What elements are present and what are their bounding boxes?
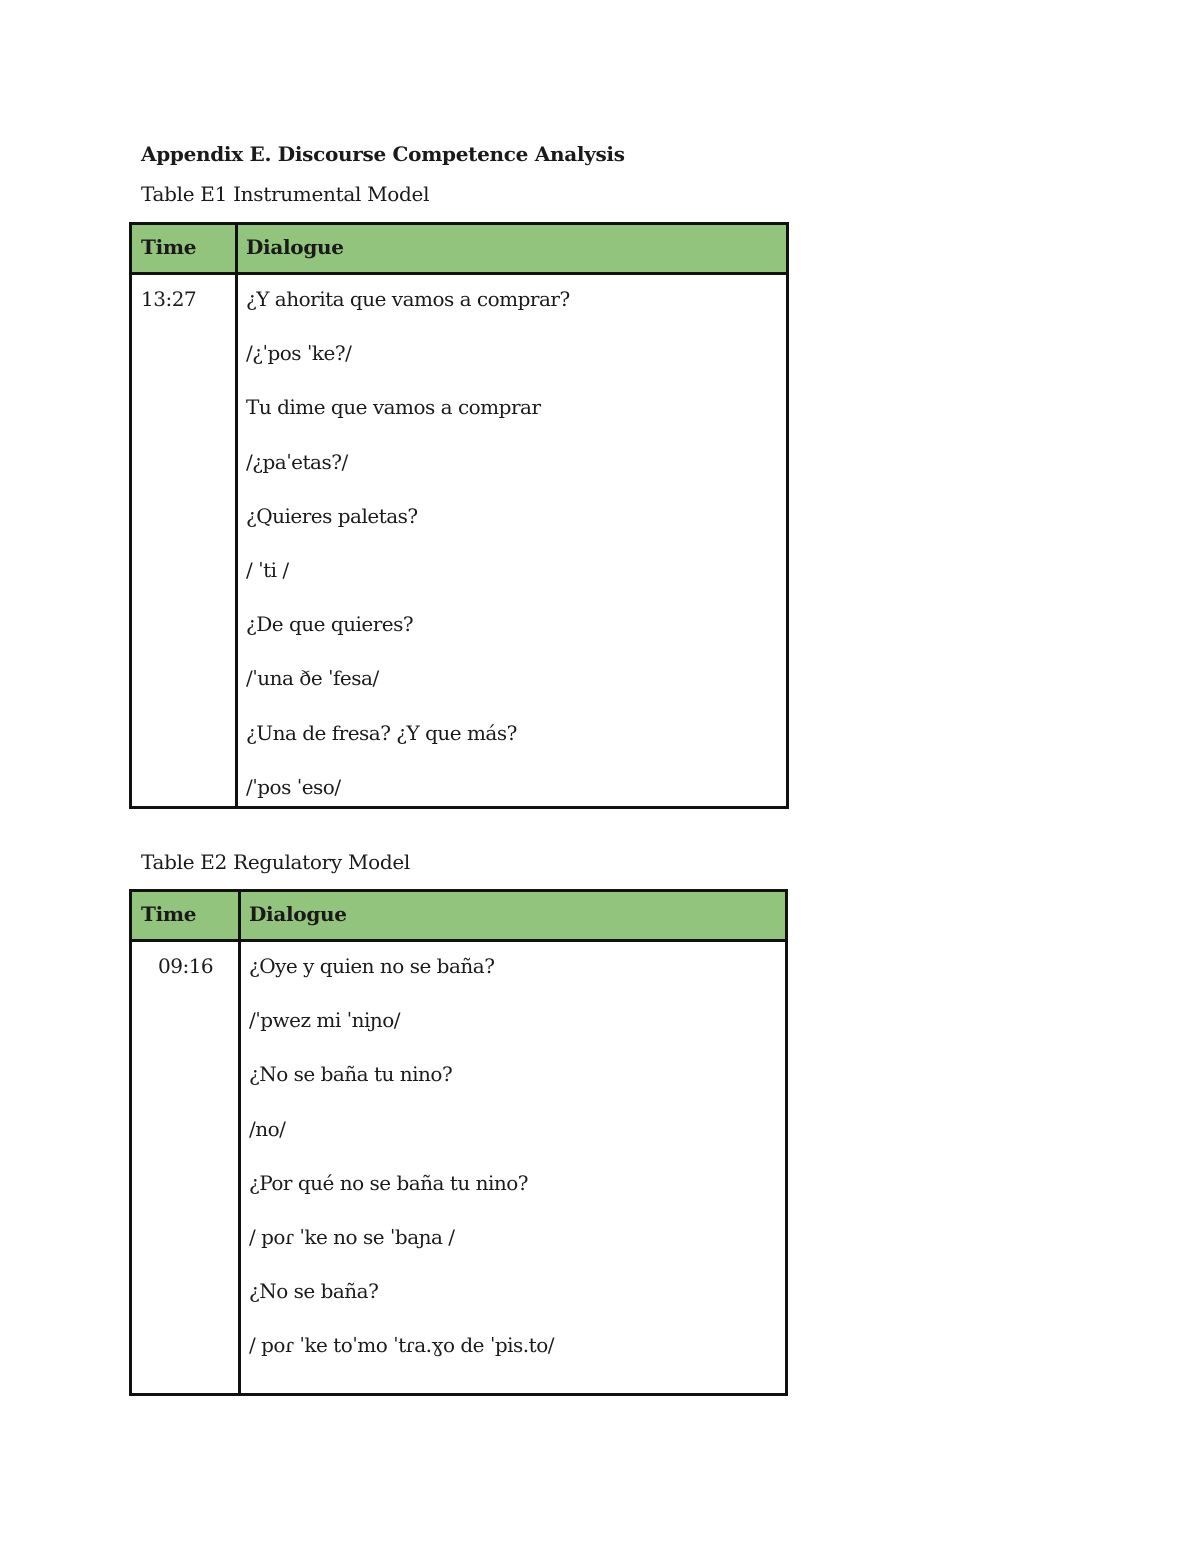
table-e2-header-dialogue: Dialogue (249, 902, 347, 926)
dialogue-line: ¿Una de fresa? ¿Y que más? (246, 720, 517, 745)
table-e1-header-time: Time (141, 235, 197, 259)
table-e1-caption: Table E1 Instrumental Model (141, 182, 430, 206)
table-e1-header-dialogue: Dialogue (246, 235, 344, 259)
dialogue-line: ¿No se baña? (249, 1279, 379, 1304)
dialogue-line: /ˈpwez mi ˈniɲo/ (249, 1008, 401, 1033)
dialogue-line: Tu dime que vamos a comprar (246, 395, 541, 420)
page-title: Appendix E. Discourse Competence Analysis (141, 142, 625, 166)
dialogue-line: ¿No se baña tu nino? (249, 1062, 453, 1087)
table-e2-header-time: Time (141, 902, 197, 926)
dialogue-line: ¿Quieres paletas? (246, 503, 418, 528)
table-e2-time-cell: 09:16 (158, 954, 214, 978)
dialogue-line: /ˈuna ðe ˈfesa/ (246, 666, 379, 691)
dialogue-line: ¿Oye y quien no se baña? (249, 954, 495, 978)
dialogue-line: / poɾ ˈke no se ˈbaɲa / (249, 1224, 455, 1249)
table-e2 (129, 889, 788, 1396)
dialogue-line: ¿Por qué no se baña tu nino? (249, 1170, 529, 1195)
table-e2-dialogue-cell (249, 954, 554, 1388)
table-e2-caption: Table E2 Regulatory Model (141, 850, 411, 874)
dialogue-line: /¿paˈetas?/ (246, 449, 348, 474)
dialogue-line: /ˈpos ˈeso/ (246, 774, 341, 799)
dialogue-line: /¿ˈpos ˈke?/ (246, 341, 352, 366)
dialogue-line: / poɾ ˈke toˈmo ˈtɾa.ɣo de ˈpis.to/ (249, 1333, 554, 1358)
table-e2-header-row (132, 892, 785, 942)
table-e1-dialogue-cell (246, 287, 570, 829)
dialogue-line: ¿De que quieres? (246, 612, 414, 637)
dialogue-line: ¿Y ahorita que vamos a comprar? (246, 287, 570, 311)
table-e1-header-row (132, 225, 786, 275)
table-e1-time-cell: 13:27 (141, 287, 197, 311)
dialogue-line: / ˈti / (246, 557, 289, 582)
table-e1-column-divider (235, 225, 238, 806)
table-e2-column-divider (238, 892, 241, 1393)
dialogue-line: /no/ (249, 1116, 286, 1141)
table-e1 (129, 222, 789, 809)
